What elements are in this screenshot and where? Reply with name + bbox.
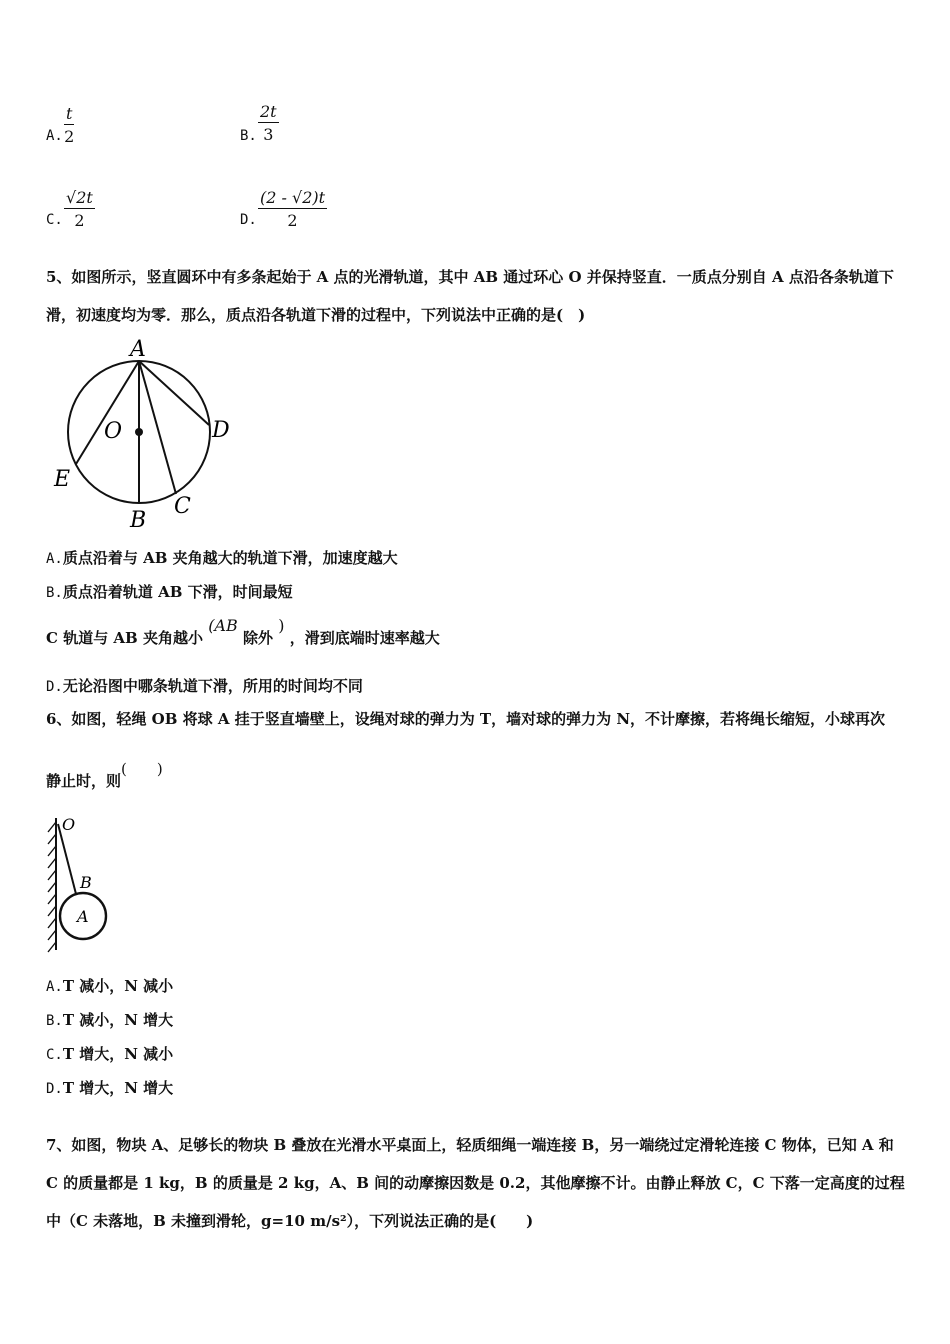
fraction-numerator: 2t <box>260 102 277 121</box>
q5-option-c <box>46 616 440 648</box>
label-d: D <box>212 418 230 443</box>
option-label: A. <box>46 979 63 995</box>
answer-blank: ( ) <box>121 760 163 778</box>
option-label: C. <box>46 1047 63 1063</box>
label-o: O <box>62 815 76 834</box>
option-text-mid: 除外 <box>242 629 273 647</box>
q4-option-d-fraction <box>258 188 327 230</box>
option-text: T 减小，N 减小 <box>62 977 174 995</box>
option-label: B. <box>46 1013 63 1029</box>
stem-text: 静止时，则 <box>46 772 122 790</box>
q4-option-b-fraction <box>258 102 279 144</box>
option-paren-close: ) <box>278 616 285 635</box>
q5-option-d <box>46 675 363 696</box>
option-text: T 增大，N 减小 <box>62 1045 174 1063</box>
q6-stem-line1: 6、如图，轻绳 OB 将球 A 挂于竖直墙壁上，设绳对球的弹力为 T，墙对球的弹力为 N，不计摩擦，若将绳长缩短，小球再次 <box>46 710 886 728</box>
fraction-numerator: t <box>66 104 73 123</box>
option-label: D. <box>46 1081 63 1097</box>
fraction-denominator: 2 <box>64 127 75 146</box>
label-b: B <box>80 873 92 892</box>
label-a: A <box>130 337 146 362</box>
rope-ob <box>58 824 76 894</box>
label-o: O <box>104 419 123 444</box>
fraction-numerator: √2t <box>66 188 93 207</box>
fraction-numerator: (2 - √2)t <box>260 188 326 207</box>
q6-option-a <box>46 975 173 996</box>
fraction-denominator: 2 <box>74 211 85 230</box>
label-a: A <box>77 907 89 926</box>
option-text: 质点沿着与 AB 夹角越大的轨道下滑，加速度越大 <box>62 549 398 567</box>
option-label: A. <box>46 551 63 567</box>
q4-option-a-fraction <box>64 104 74 146</box>
center-point <box>135 428 143 436</box>
q6-option-c <box>46 1043 173 1064</box>
option-text: T 增大，N 增大 <box>62 1079 174 1097</box>
option-text: 质点沿着轨道 AB 下滑，时间最短 <box>62 583 293 601</box>
q5-circle-figure <box>48 336 248 536</box>
wall-hatching <box>48 822 56 952</box>
option-paren-open: (AB <box>208 616 238 635</box>
option-label: D. <box>46 679 63 695</box>
q5-option-a <box>46 547 398 568</box>
q4-option-c-label: C. <box>46 212 63 228</box>
track-ae <box>76 361 139 464</box>
q6-option-d <box>46 1077 173 1098</box>
option-text-post: ，滑到底端时速率越大 <box>289 629 440 647</box>
label-b: B <box>130 508 147 533</box>
label-c: C <box>174 494 191 519</box>
track-ac <box>139 361 176 494</box>
option-text: 无论沿图中哪条轨道下滑，所用的时间均不同 <box>62 677 363 695</box>
q6-wall-figure <box>44 812 124 958</box>
q6-option-b <box>46 1009 173 1030</box>
option-text-pre: 轨道与 AB 夹角越小 <box>63 629 203 647</box>
q5-stem: 5、如图所示，竖直圆环中有多条起始于 A 点的光滑轨道，其中 AB 通过环心 O 并保持竖直．一质点分别自 A 点沿各条轨道下滑，初速度均为零．那么，质点沿各轨道下滑的过程中，下列说法中正确的是( ) <box>46 268 894 324</box>
q6-stem-line2 <box>46 760 163 791</box>
label-e: E <box>54 467 71 492</box>
q4-option-c-fraction <box>64 188 95 230</box>
q4-option-d-label: D. <box>240 212 257 228</box>
q7-stem: 7、如图，物块 A、足够长的物块 B 叠放在光滑水平桌面上，轻质细绳一端连接 B，另一端绕过定滑轮连接 C 物体，已知 A 和 C 的质量都是 1 kg，B 的质量是 2 kg，A、B 间的动摩擦因数是 0.2，其他摩擦不计。由静止释放 C，C 下落一定高度的过程中（C 未落地，B 未撞到滑轮，g=10 m/s²），下列说法正确的是( ) <box>46 1136 905 1230</box>
option-label: B. <box>46 585 63 601</box>
q4-option-a-label: A. <box>46 128 63 144</box>
option-text: T 减小，N 增大 <box>62 1011 174 1029</box>
q5-option-b <box>46 581 293 602</box>
fraction-denominator: 2 <box>287 211 298 230</box>
q4-option-b-label: B. <box>240 128 257 144</box>
option-label: C <box>46 629 58 647</box>
fraction-denominator: 3 <box>263 125 274 144</box>
